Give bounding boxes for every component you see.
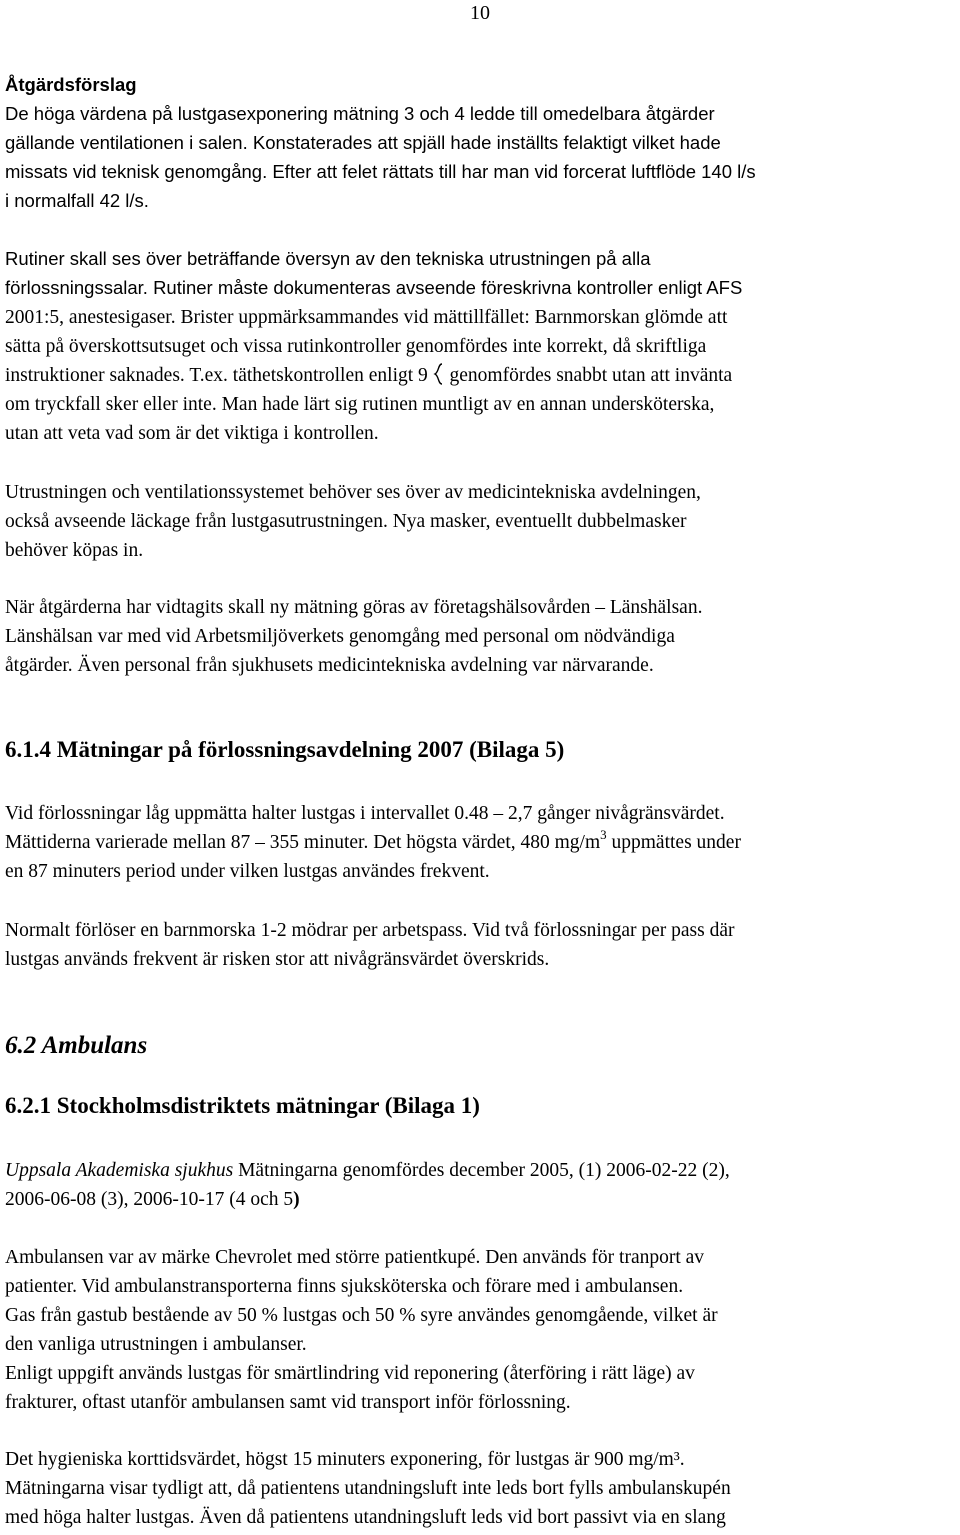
nar-atgarderna-paragraph <box>5 593 955 680</box>
section-621-intro <box>5 1156 955 1214</box>
paragraph-line: gällande ventilationen i salen. Konstaterades att spjäll hade inställts felaktigt vilket hade <box>5 132 721 153</box>
section-614-paragraph <box>5 799 955 886</box>
paragraph-line: Uppsala Akademiska sjukhus Mätningarna genomfördes december 2005, (1) 2006-02-22 (2), <box>5 1160 730 1181</box>
paragraph-line: Länshälsan var med vid Arbetsmiljöverkets genomgång med personal om nödvändiga <box>5 626 675 647</box>
paragraph-line: förlossningssalar. Rutiner måste dokumenteras avseende föreskrivna kontroller enligt AFS <box>5 277 743 298</box>
section-621-final <box>5 1445 955 1532</box>
utrustningen-paragraph <box>5 478 955 565</box>
paragraph-line: Vid förlossningar låg uppmätta halter lustgas i intervallet 0.48 – 2,7 gånger nivågränsvärdet. <box>5 803 725 824</box>
section-sign-icon <box>433 363 445 385</box>
page-number: 10 <box>470 2 490 24</box>
section-614 <box>5 735 955 765</box>
paragraph-line: Rutiner skall ses över beträffande översyn av den tekniska utrustningen på alla <box>5 248 651 269</box>
paragraph-line: Mättiderna varierade mellan 87 – 355 minuter. Det högsta värdet, 480 $mg/m^3$ uppmättes under <box>5 827 741 853</box>
paragraph-line: instruktioner saknades. T.ex. täthetskontrollen enligt 9 genomfördes snabbt utan att invänta <box>5 365 733 386</box>
section-621-body <box>5 1243 955 1417</box>
section-614-paragraph-2 <box>5 916 955 974</box>
superscript: 3 <box>600 827 607 842</box>
rutiner-paragraph <box>5 244 955 448</box>
paragraph-line: 2006-06-08 (3), 2006-10-17 (4 och 5) <box>5 1189 300 1210</box>
paragraph-line: De höga värdena på lustgasexponering mätning 3 och 4 ledde till omedelbara åtgärder <box>5 103 715 124</box>
paragraph-line: När åtgärderna har vidtagits skall ny mätning göras av företagshälsovården – Länshälsan. <box>5 597 703 618</box>
paragraph-line: Utrustningen och ventilationssystemet behöver ses över av medicintekniska avdelningen, <box>5 482 701 503</box>
section-heading: 6.2.1 Stockholmsdistriktets mätningar (Bilaga 1) <box>5 1093 480 1118</box>
atgardsforslag-section <box>5 70 955 215</box>
paragraph-line: behöver köpas in. <box>5 540 144 561</box>
paragraph-line: Enligt uppgift används lustgas för smärtlindring vid reponering (återföring i rätt läge) av <box>5 1363 695 1384</box>
paragraph-line: 2001:5, anestesigaser. Brister uppmärksammandes vid mättillfället: Barnmorskan glömde att <box>5 307 728 328</box>
paragraph-line: Det hygieniska korttidsvärdet, högst 15 minuters exponering, för lustgas är 900 mg/m³. <box>5 1449 685 1470</box>
paragraph-line: Mätningarna visar tydligt att, då patientens utandningsluft inte leds bort fylls ambulanskupén <box>5 1478 731 1499</box>
paragraph-line: patienter. Vid ambulanstransporterna finns sjuksköterska och förare med i ambulansen. <box>5 1276 684 1297</box>
paragraph-line: om tryckfall sker eller inte. Man hade lärt sig rutinen muntligt av en annan undersköterska, <box>5 394 715 415</box>
section-621 <box>5 1091 955 1121</box>
paragraph-line: också avseende läckage från lustgasutrustningen. Nya masker, eventuellt dubbelmasker <box>5 511 687 532</box>
paragraph-line: en 87 minuters period under vilken lustgas användes frekvent. <box>5 861 490 882</box>
paragraph-line: den vanliga utrustningen i ambulanser. <box>5 1334 307 1355</box>
paragraph-line: lustgas används frekvent är risken stor att nivågränsvärdet överskrids. <box>5 949 550 970</box>
section-heading: 6.1.4 Mätningar på förlossningsavdelning 2007 (Bilaga 5) <box>5 737 565 762</box>
paragraph-line: med höga halter lustgas. Även då patientens utandningsluft leds vid bort passivt via en slang <box>5 1507 726 1528</box>
section-62 <box>5 1030 955 1062</box>
paragraph-line: åtgärder. Även personal från sjukhusets medicintekniska avdelning var närvarande. <box>5 655 654 676</box>
paragraph-line: missats vid teknisk genomgång. Efter att felet rättats till har man vid forcerat luftflöde 140 l/s <box>5 161 756 182</box>
paragraph-line: i normalfall 42 l/s. <box>5 190 149 211</box>
section-heading: 6.2 Ambulans <box>5 1032 148 1059</box>
paragraph-line: frakturer, oftast utanför ambulansen samt vid transport inför förlossning. <box>5 1392 571 1413</box>
paragraph-line: sätta på överskottsutsuget och vissa rutinkontroller genomfördes inte korrekt, då skriftliga <box>5 336 707 357</box>
paragraph-line: Gas från gastub bestående av 50 % lustgas och 50 % syre användes genomgående, vilket är <box>5 1305 718 1326</box>
paragraph-line: Ambulansen var av märke Chevrolet med större patientkupé. Den används för tranport av <box>5 1247 705 1268</box>
paragraph-line: Normalt förlöser en barnmorska 1-2 mödrar per arbetspass. Vid två förlossningar per pass där <box>5 920 735 941</box>
paragraph-line: utan att veta vad som är det viktiga i kontrollen. <box>5 423 379 444</box>
atgardsforslag-heading: Åtgärdsförslag <box>5 74 137 95</box>
